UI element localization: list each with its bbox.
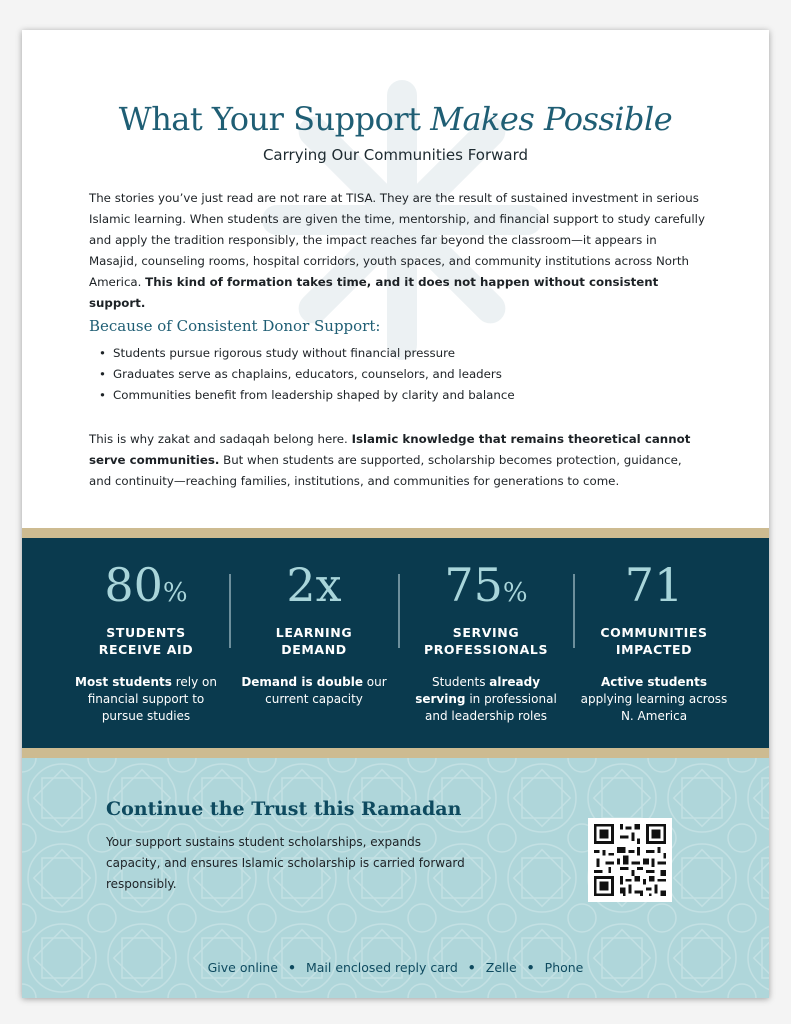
stat-description: Most students rely on financial support to pursue studies (75, 675, 217, 723)
page-subtitle: Carrying Our Communities Forward (262, 146, 529, 164)
stat-label: STUDENTS RECEIVE AID (98, 625, 194, 657)
stat-number: 75% (444, 558, 528, 612)
stat-number: 80% (104, 558, 188, 612)
flyer-page (22, 30, 769, 998)
give-option-zelle: Zelle (485, 960, 517, 975)
bullet-separator: • (526, 960, 535, 975)
gold-band-bottom (22, 748, 769, 758)
bullet-separator: • (467, 960, 476, 975)
cta-heading: Continue the Trust this Ramadan (106, 798, 462, 820)
stat-label: LEARNING DEMAND (275, 625, 353, 657)
stat-label: COMMUNITIES IMPACTED (600, 625, 708, 657)
give-option-mail: Mail enclosed reply card (305, 960, 458, 975)
donor-support-list (89, 343, 707, 406)
closing-paragraph: This is why zakat and sadaqah belong here. Islamic knowledge that remains theoretical cannot serve communities. But when students are supported, scholarship becomes protection, guidance, and continuity—reaching families, institutions, and communities for generations to come. (89, 432, 691, 488)
page-title: What Your Support Makes Possible (118, 100, 673, 138)
intro-paragraph: The stories you’ve just read are not rare at TISA. They are the result of sustained investment in serious Islamic learning. When students are given the time, mentorship, and financial support to study carefully and apply the tradition responsibly, the impact reaches far beyond the classroom—it appears in Masajid, counseling rooms, hospital corridors, youth spaces, and community institutions across North America. This kind of formation takes time, and it does not happen without consistent support. (89, 191, 705, 310)
stat-description: Demand is double our current capacity (241, 675, 387, 706)
donor-support-heading: Because of Consistent Donor Support: (89, 317, 381, 335)
stat-divider (398, 574, 400, 648)
stat-label: SERVING PROFESSIONALS (423, 625, 549, 657)
stat-number: 2x (286, 558, 342, 612)
stat-description: Students already serving in professional and leadership roles (415, 675, 557, 723)
stat-description: Active students applying learning across N. America (580, 675, 728, 723)
cta-text: Your support sustains student scholarships, expands capacity, and ensures Islamic scholarship is carried forward responsibly. (106, 835, 465, 891)
stat-number: 71 (624, 558, 684, 612)
list-item: • Communities benefit from leadership shaped by clarity and balance (89, 385, 707, 406)
bullet-separator: • (287, 960, 296, 975)
give-option-online: Give online (207, 960, 278, 975)
list-item: • Students pursue rigorous study without financial pressure (89, 343, 707, 364)
give-options (22, 960, 769, 975)
stats-panel (22, 538, 769, 748)
qr-code-icon[interactable] (588, 818, 672, 902)
give-option-phone: Phone (544, 960, 584, 975)
list-item: • Graduates serve as chaplains, educators, counselors, and leaders (89, 364, 707, 385)
cta-section (22, 758, 769, 998)
gold-band-top (22, 528, 769, 538)
